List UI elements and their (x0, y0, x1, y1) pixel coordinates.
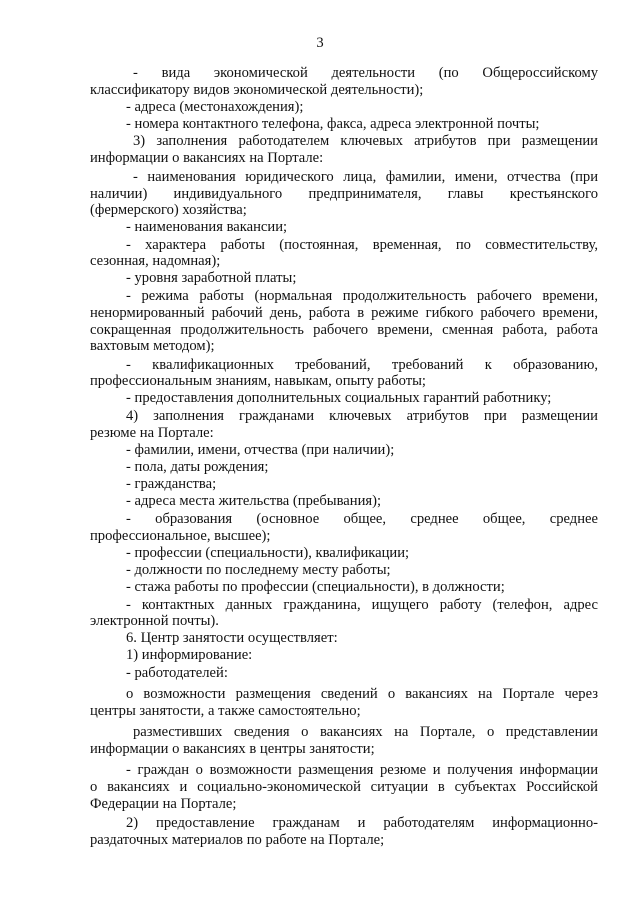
text-line: 6. Центр занятости осуществляет: (126, 630, 338, 646)
text-line: 2) предоставление гражданам и работодателям информационно- (126, 815, 598, 831)
text-line: - стажа работы по профессии (специальности), в должности; (126, 579, 505, 595)
text-line: - квалификационных требований, требований к образованию, (126, 357, 598, 373)
text-line: - уровня заработной платы; (126, 270, 297, 286)
text-line: о вакансиях и социально-экономической ситуации в субъектах Российской (90, 779, 598, 795)
text-line: сезонная, надомная); (90, 253, 221, 269)
text-line: - режима работы (нормальная продолжительность рабочего времени, (126, 288, 598, 304)
text-line: о возможности размещения сведений о вакансиях на Портале через (126, 686, 598, 702)
text-line: - номера контактного телефона, факса, адреса электронной почты; (126, 116, 540, 132)
text-line: - фамилии, имени, отчества (при наличии); (126, 442, 395, 458)
text-line: 3) заполнения работодателем ключевых атрибутов при размещении (133, 133, 598, 149)
text-line: классификатору видов экономической деятельности); (90, 82, 424, 98)
text-line: - предоставления дополнительных социальных гарантий работнику; (126, 390, 552, 406)
text-line: - граждан о возможности размещения резюме и получения информации (126, 762, 598, 778)
text-line: центры занятости, а также самостоятельно; (90, 703, 361, 719)
text-line: - должности по последнему месту работы; (126, 562, 391, 578)
text-line: - характера работы (постоянная, временная, по совместительству, (126, 237, 598, 253)
text-line: раздаточных материалов по работе на Портале; (90, 832, 385, 848)
text-line: - пола, даты рождения; (126, 459, 269, 475)
text-line: - вида экономической деятельности (по Общероссийскому (133, 65, 598, 81)
text-line: 1) информирование: (126, 647, 253, 663)
text-line: - образования (основное общее, среднее общее, среднее (126, 511, 598, 527)
text-line: профессиональное, высшее); (90, 528, 271, 544)
text-line: 4) заполнения гражданами ключевых атрибутов при размещении (126, 408, 598, 424)
text-line: - контактных данных гражданина, ищущего работу (телефон, адрес (126, 597, 598, 613)
text-line: информации о вакансиях на Портале: (90, 150, 324, 166)
text-line: электронной почты). (90, 613, 219, 629)
text-line: наличии) индивидуального предпринимателя, главы крестьянского (90, 186, 598, 202)
text-line: информации о вакансиях в центры занятости; (90, 741, 375, 757)
text-line: - адреса места жительства (пребывания); (126, 493, 382, 509)
text-line: ненормированный рабочий день, работа в режиме гибкого рабочего времени, (90, 305, 598, 321)
text-line: резюме на Портале: (90, 425, 214, 441)
text-line: - адреса (местонахождения); (126, 99, 304, 115)
text-line: - профессии (специальности), квалификации; (126, 545, 410, 561)
text-line: - наименования юридического лица, фамилии, имени, отчества (при (133, 169, 598, 185)
text-line: сокращенная продолжительность рабочего времени, сменная работа, работа (90, 322, 598, 338)
text-line: разместивших сведения о вакансиях на Портале, о представлении (133, 724, 598, 740)
text-line: вахтовым методом); (90, 338, 215, 354)
text-line: - наименования вакансии; (126, 219, 288, 235)
text-line: профессиональным знаниям, навыкам, опыту работы; (90, 373, 426, 389)
text-line: - гражданства; (126, 476, 217, 492)
text-line: Федерации на Портале; (90, 796, 237, 812)
page-number: 3 (316, 35, 324, 51)
text-line: - работодателей: (126, 665, 228, 681)
text-line: (фермерского) хозяйства; (90, 202, 247, 218)
